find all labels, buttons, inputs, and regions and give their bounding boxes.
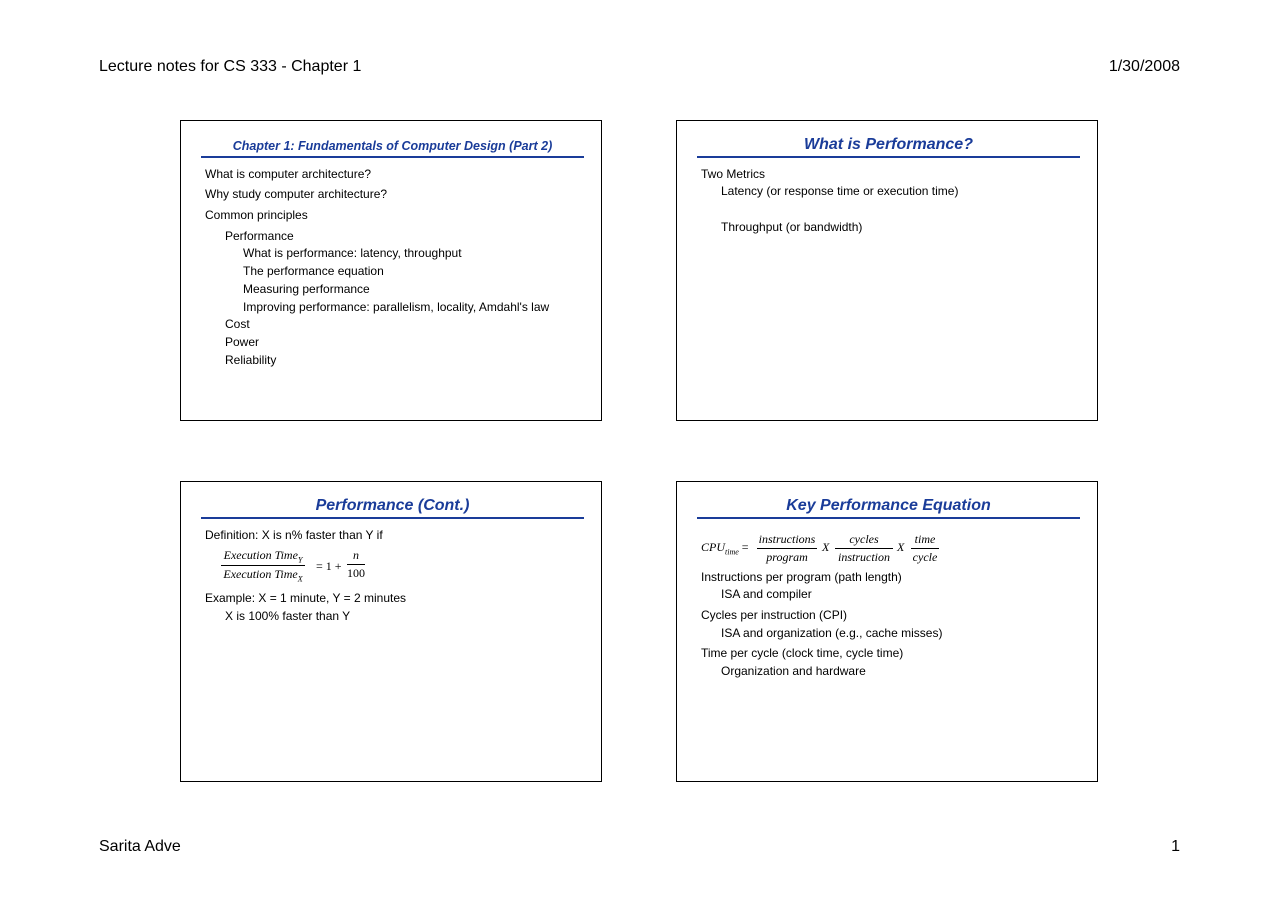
slide-title: Chapter 1: Fundamentals of Computer Design (Part 2): [232, 139, 553, 153]
page-number: 1: [1171, 838, 1180, 855]
definition-line: Definition: X is n% faster than Y if: [205, 528, 383, 542]
bullet-line: Cost: [225, 317, 250, 331]
bullet-line: Cycles per instruction (CPI): [701, 608, 848, 622]
bullet-line: Power: [225, 335, 260, 349]
bullet-line: Latency (or response time or execution time): [721, 184, 959, 198]
bullet-line: Organization and hardware: [721, 664, 866, 678]
time-per-cycle: time cycle: [912, 532, 938, 564]
eq-equals: = 1 +: [316, 559, 342, 573]
slide-3: [180, 481, 602, 782]
eq-times-1: X: [822, 540, 830, 554]
bullet-line: Instructions per program (path length): [701, 570, 902, 584]
bullet-line: ISA and compiler: [721, 587, 812, 601]
title-underline: [201, 156, 584, 158]
bullet-line: The performance equation: [243, 264, 384, 278]
eq-denominator-sub: X: [297, 574, 303, 584]
bullet-line: What is performance: latency, throughput: [243, 246, 462, 260]
title-underline: [697, 156, 1080, 158]
eq-lhs: $CPU_{time}$ =: [701, 540, 749, 557]
page-header-date: 1/30/2008: [1108, 58, 1180, 75]
bullet-line: Time per cycle (clock time, cycle time): [701, 646, 904, 660]
page-footer-author: Sarita Adve: [99, 838, 181, 855]
n-over-100: [347, 548, 365, 581]
bullet-line: X is 100% faster than Y: [225, 609, 351, 623]
slide-title: Key Performance Equation: [786, 497, 991, 514]
bullet-line: Performance: [225, 229, 294, 243]
eq-rhs-num: n: [353, 548, 359, 562]
bullet-line: What is computer architecture?: [205, 167, 372, 181]
eq-times-2: X: [897, 540, 905, 554]
eq-numerator-sub: Y: [297, 555, 303, 565]
bullet-line: Measuring performance: [243, 282, 370, 296]
slide-title: Performance (Cont.): [315, 497, 470, 514]
title-underline: [201, 517, 584, 519]
instructions-per-program: instructions program: [758, 532, 816, 564]
bullet-line: Common principles: [205, 208, 308, 222]
bullet-line: Reliability: [225, 353, 277, 367]
page-header-title: Lecture notes for CS 333 - Chapter 1: [99, 58, 362, 75]
slide-4: [676, 481, 1098, 782]
eq-denominator: Execution Time: [223, 567, 298, 582]
bullet-line: Two Metrics: [701, 167, 766, 181]
bullet-line: Improving performance: parallelism, locality, Amdahl's law: [243, 300, 550, 314]
bullet-line: Example: X = 1 minute, Y = 2 minutes: [205, 591, 406, 605]
slide-1: [180, 120, 602, 421]
slide-2: [676, 120, 1098, 421]
slide-title: What is Performance?: [804, 136, 973, 153]
eq-rhs-den: 100: [347, 566, 365, 580]
title-underline: [697, 517, 1080, 519]
cycles-per-instruction: cycles instruction: [835, 532, 893, 565]
eq-numerator: Execution Time: [223, 548, 298, 562]
bullet-line: ISA and organization (e.g., cache misses): [721, 626, 943, 640]
bullet-line: Why study computer architecture?: [205, 187, 388, 201]
bullet-line: Throughput (or bandwidth): [721, 220, 863, 234]
execution-time-ratio: [221, 548, 305, 584]
